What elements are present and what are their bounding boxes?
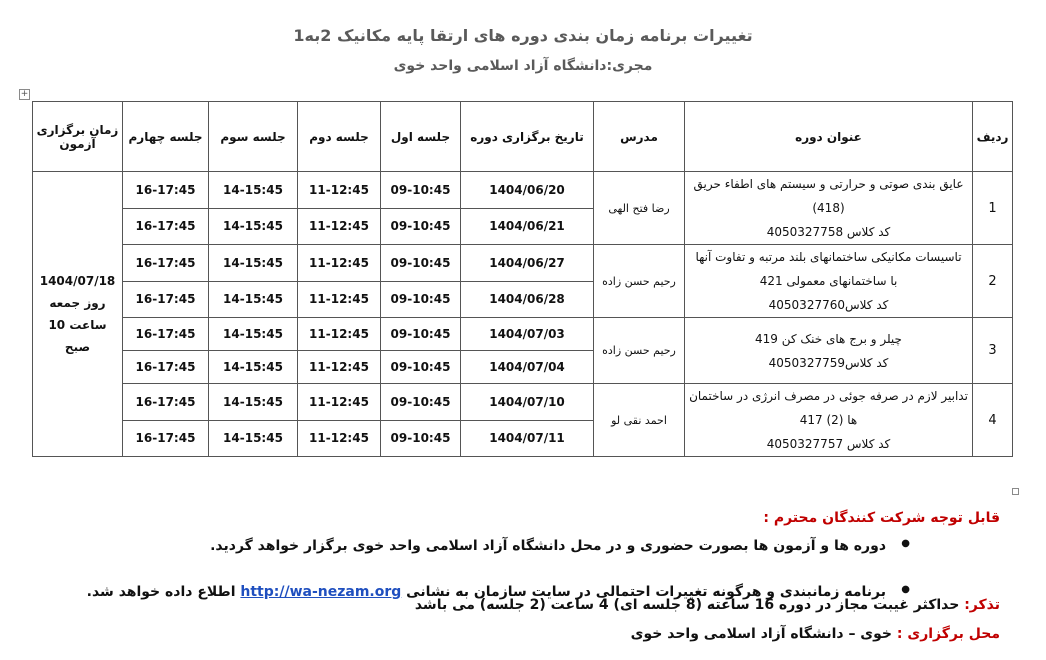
course-title (685, 384, 973, 457)
session-2-time: 11-12:45 (298, 420, 381, 457)
course-title-line: تاسیسات مکانیکی ساختمانهای بلند مرتبه و تفاوت آنها (695, 250, 962, 264)
course-date: 1404/07/10 (461, 384, 594, 421)
session-3-time: 14-15:45 (209, 245, 298, 282)
exam-date: 1404/07/18 (39, 274, 116, 288)
header-session-1: جلسه اول (381, 102, 461, 172)
teacher-name: احمد نقی لو (594, 384, 685, 457)
course-title-line: ها (2) 417 (799, 413, 858, 427)
teacher-name: رضا فتح الهی (594, 172, 685, 245)
teacher-name: رحیم حسن زاده (594, 318, 685, 384)
session-1-time: 09-10:45 (381, 281, 461, 318)
course-date: 1404/06/28 (461, 281, 594, 318)
course-date: 1404/06/27 (461, 245, 594, 282)
session-3-time: 14-15:45 (209, 208, 298, 245)
course-date: 1404/06/20 (461, 172, 594, 209)
header-date: تاریخ برگزاری دوره (461, 102, 594, 172)
header-session-3: جلسه سوم (209, 102, 298, 172)
course-title-line: عایق بندی صوتی و حرارتی و سیستم های اطفاء حریق (693, 177, 964, 191)
session-3-time: 14-15:45 (209, 351, 298, 384)
venue-text: خوی – دانشگاه آزاد اسلامی واحد خوی (630, 626, 893, 642)
session-2-time: 11-12:45 (298, 351, 381, 384)
page-title: تغییرات برنامه زمان بندی دوره های ارتقا پایه مکانیک 2به1 (293, 26, 753, 45)
row-number: 2 (973, 245, 1013, 318)
header-session-4: جلسه چهارم (123, 102, 209, 172)
session-2-time: 11-12:45 (298, 245, 381, 282)
venue-line (40, 626, 1000, 642)
reminder-label: تذکر: (964, 597, 1000, 613)
course-date: 1404/07/11 (461, 420, 594, 457)
notice-bullet-2-text: برنامه زمانبندی و هرگونه تغییرات احتمالی در سایت سازمان به نشانی (406, 584, 886, 600)
session-3-time: 14-15:45 (209, 172, 298, 209)
session-4-time: 16-17:45 (123, 245, 209, 282)
session-4-time: 16-17:45 (123, 420, 209, 457)
exam-day: روز جمعه (49, 296, 106, 310)
course-title-line: چیلر و برج های خنک کن 419 (755, 331, 902, 346)
course-date: 1404/07/03 (461, 318, 594, 351)
row-number: 4 (973, 384, 1013, 457)
table-header-row (33, 102, 1013, 172)
notice-heading: قابل توجه شرکت کنندگان محترم : (763, 510, 1000, 526)
table-row (33, 318, 1013, 351)
website-link[interactable]: http://wa-nezam.org (240, 584, 402, 600)
course-title (685, 318, 973, 384)
header-session-2: جلسه دوم (298, 102, 381, 172)
session-1-time: 09-10:45 (381, 208, 461, 245)
header-row-number: ردیف (973, 102, 1013, 172)
exam-schedule (33, 172, 123, 457)
session-3-time: 14-15:45 (209, 281, 298, 318)
session-3-time: 14-15:45 (209, 318, 298, 351)
venue-label: محل برگزاری : (896, 626, 1000, 642)
session-4-time: 16-17:45 (123, 318, 209, 351)
table-row (33, 172, 1013, 209)
table-row (33, 245, 1013, 282)
session-4-time: 16-17:45 (123, 172, 209, 209)
reminder-text: حداکثر غیبت مجاز در دوره 16 ساعته (8 جلسه ای) 4 ساعت (2 جلسه) می باشد (414, 597, 960, 613)
teacher-name: رحیم حسن زاده (594, 245, 685, 318)
course-title-line: با ساختمانهای معمولی 421 (759, 274, 898, 288)
header-course-title: عنوان دوره (685, 102, 973, 172)
course-title (685, 172, 973, 245)
row-number: 3 (973, 318, 1013, 384)
class-code: کد کلاس4050327760 (768, 298, 889, 312)
course-date: 1404/07/04 (461, 351, 594, 384)
class-code: کد کلاس 4050327758 (766, 225, 891, 239)
session-1-time: 09-10:45 (381, 318, 461, 351)
session-2-time: 11-12:45 (298, 384, 381, 421)
row-number: 1 (973, 172, 1013, 245)
session-1-time: 09-10:45 (381, 172, 461, 209)
header-teacher: مدرس (594, 102, 685, 172)
page-subtitle: مجری:دانشگاه آزاد اسلامی واحد خوی (393, 58, 653, 74)
session-4-time: 16-17:45 (123, 384, 209, 421)
session-3-time: 14-15:45 (209, 420, 298, 457)
reminder-line (40, 597, 1000, 613)
table-move-handle-icon[interactable]: + (20, 89, 29, 99)
session-1-time: 09-10:45 (381, 245, 461, 282)
course-title (685, 245, 973, 318)
class-code: کد کلاس 4050327757 (766, 437, 891, 451)
header-exam-time: زمان برگزاری آزمون (33, 102, 123, 172)
session-2-time: 11-12:45 (298, 208, 381, 245)
course-title-line: تدابیر لازم در صرفه جوئی در مصرف انرژی در ساختمان (689, 389, 968, 403)
session-4-time: 16-17:45 (123, 351, 209, 384)
session-4-time: 16-17:45 (123, 281, 209, 318)
session-3-time: 14-15:45 (209, 384, 298, 421)
session-4-time: 16-17:45 (123, 208, 209, 245)
session-2-time: 11-12:45 (298, 172, 381, 209)
table-row (33, 384, 1013, 421)
schedule-table (32, 101, 1013, 457)
notice-bullet-2-tail: اطلاع داده خواهد شد. (86, 584, 236, 600)
session-1-time: 09-10:45 (381, 351, 461, 384)
session-1-time: 09-10:45 (381, 384, 461, 421)
exam-hour: ساعت 10 صبح (48, 318, 107, 354)
table-resize-handle[interactable] (1012, 488, 1019, 495)
class-code: کد کلاس4050327759 (768, 355, 889, 370)
course-number: (418) (812, 201, 845, 215)
notice-bullet-1: ● دوره ها و آزمون ها بصورت حضوری و در محل دانشگاه آزاد اسلامی واحد خوی برگزار خواهد گردید. (0, 538, 914, 554)
session-2-time: 11-12:45 (298, 318, 381, 351)
session-1-time: 09-10:45 (381, 420, 461, 457)
course-date: 1404/06/21 (461, 208, 594, 245)
session-2-time: 11-12:45 (298, 281, 381, 318)
